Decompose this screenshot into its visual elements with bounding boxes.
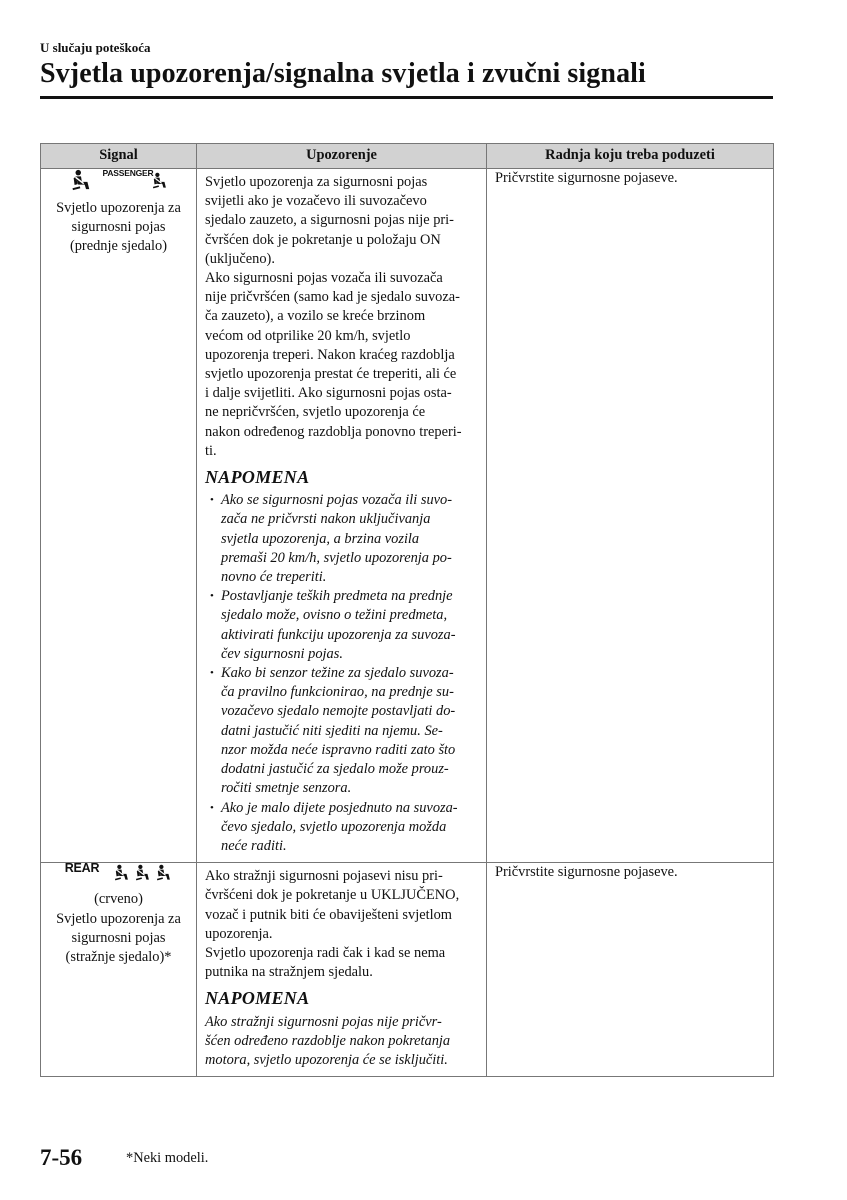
text-line: svijetli ako je vozačevo ili suvozačevo — [205, 193, 427, 210]
list-item — [205, 664, 478, 798]
text-line: nakon određenog razdoblja ponovno treperi- — [205, 423, 462, 440]
rear-right-seatbelt-icon — [155, 864, 172, 881]
note-line: Kako bi senzor težine za sjedalo suvoza- — [221, 665, 454, 682]
table-row — [41, 169, 774, 863]
action-cell: Pričvrstite sigurnosne pojaseve. — [487, 169, 774, 863]
list-item — [205, 491, 478, 587]
text-line: (uključeno). — [205, 250, 275, 267]
signal-line: sigurnosni pojas — [71, 219, 166, 236]
text-line: čvršćeni dok je pokretanje u UKLJUČENO, — [205, 887, 460, 904]
note-line: ročiti smetnje senzora. — [221, 780, 352, 797]
rear-center-seatbelt-icon — [134, 864, 151, 881]
passenger-label: PASSENGER — [102, 168, 154, 179]
page-number: 7-56 — [40, 1145, 83, 1170]
warning-cell — [197, 863, 487, 1077]
page-title: Svjetla upozorenja/signalna svjetla i zvučni signali — [40, 58, 646, 89]
signal-description — [47, 199, 190, 257]
warning-lights-table — [40, 143, 774, 1077]
note-line: šćen određeno razdoblje nakon pokretanja — [205, 1032, 451, 1049]
rear-left-seatbelt-icon — [113, 864, 130, 881]
signal-line: (prednje sjedalo) — [69, 238, 168, 255]
warning-text — [205, 173, 478, 461]
note-heading: NAPOMENA — [205, 988, 310, 1009]
note-text — [205, 1013, 478, 1071]
seatbelt-warning-icon — [69, 169, 93, 191]
note-line: ča pravilno funkcionirao, na prednje su- — [221, 684, 454, 701]
warning-cell — [197, 169, 487, 863]
note-line: neće raditi. — [221, 837, 287, 854]
note-line: vozačevo sjedalo nemojte postavljati do- — [221, 703, 456, 720]
column-header-signal: Signal — [41, 144, 197, 169]
note-list — [205, 491, 478, 856]
warning-text — [205, 867, 478, 982]
text-line: Ako sigurnosni pojas vozača ili suvozača — [205, 270, 443, 287]
text-line: ča zauzeto), a vozilo se kreće brzinom — [205, 308, 426, 325]
list-item — [205, 587, 478, 664]
text-line: većom od otprilike 20 km/h, svjetlo — [205, 327, 411, 344]
list-item — [205, 799, 478, 857]
text-line: svjetlo upozorenja prestat će treperiti, ali će — [205, 366, 457, 383]
title-divider — [40, 96, 773, 99]
column-header-action: Radnja koju treba poduzeti — [487, 144, 774, 169]
text-line: upozorenja treperi. Nakon kraćeg razdoblja — [205, 346, 455, 363]
signal-line: sigurnosni pojas — [71, 929, 166, 946]
text-line: Svjetlo upozorenja radi čak i kad se nema — [205, 944, 446, 961]
front-seatbelt-indicator — [47, 169, 190, 191]
column-header-warning: Upozorenje — [197, 144, 487, 169]
note-line: dodatni jastučić za sjedalo može prouz- — [221, 761, 449, 778]
note-line: Ako stražnji sigurnosni pojas nije pričvr- — [205, 1013, 442, 1030]
note-heading: NAPOMENA — [205, 467, 310, 488]
note-line: čev sigurnosni pojas. — [221, 645, 343, 662]
signal-line: (crveno) — [94, 891, 143, 908]
signal-line: (stražnje sjedalo)* — [65, 948, 172, 965]
text-line: Ako stražnji sigurnosni pojasevi nisu pri- — [205, 868, 443, 885]
note-line: sjedalo može, ovisno o težini predmeta, — [221, 607, 448, 624]
rear-seatbelt-indicator — [47, 863, 190, 882]
signal-cell — [41, 169, 197, 863]
note-line: datni jastučić niti sjediti na njemu. Se- — [221, 722, 443, 739]
note-line: motora, svjetlo upozorenja će se isključiti. — [205, 1051, 448, 1068]
signal-cell — [41, 863, 197, 1077]
note-line: Ako je malo dijete posjednuto na suvoza- — [221, 799, 458, 816]
footnote: *Neki modeli. — [126, 1150, 209, 1166]
note-line: novno će treperiti. — [221, 569, 327, 586]
note-line: Ako se sigurnosni pojas vozača ili suvo- — [221, 492, 453, 509]
text-line: ti. — [205, 442, 217, 459]
text-line: putnika na stražnjem sjedalu. — [205, 964, 373, 981]
signal-line: Svjetlo upozorenja za — [56, 200, 181, 216]
text-line: nije pričvršćen (samo kad je sjedalo suvoza- — [205, 289, 460, 306]
text-line: čvršćen dok je pokretanje u položaju ON — [205, 231, 441, 248]
section-label: U slučaju poteškoća — [40, 40, 151, 55]
text-line: upozorenja. — [205, 925, 273, 942]
text-line: i dalje svijetliti. Ako sigurnosni pojas osta- — [205, 385, 452, 402]
text-line: vozač i putnik biti će obavije​šteni svjetlom — [205, 906, 452, 923]
table-row — [41, 863, 774, 1077]
note-line: čevo sjedalo, svjetlo upozorenja možda — [221, 818, 447, 835]
rear-label: REAR — [64, 861, 100, 876]
note-line: zača ne pričvrsti nakon uključivanja — [221, 511, 431, 528]
signal-line: Svjetlo upozorenja za — [56, 910, 181, 927]
action-cell: Pričvrstite sigurnosne pojaseve. — [487, 863, 774, 1077]
text-line: ne nepričvršćen, svjetlo upozorenja će — [205, 404, 426, 421]
passenger-seatbelt-icon — [151, 172, 168, 189]
text-line: sjedalo zauzeto, a sigurnosni pojas nije pri- — [205, 212, 454, 229]
note-line: nzor možda neće ispravno raditi zato što — [221, 741, 456, 758]
note-line: premaši 20 km/h, svjetlo upozorenja po- — [221, 549, 452, 566]
note-line: svjetla upozorenja, a brzina vozila — [221, 530, 420, 547]
note-line: aktivirati funkciju upozorenja za suvoza- — [221, 626, 456, 643]
note-line: Postavljanje teških predmeta na prednje — [221, 588, 453, 605]
signal-description — [47, 890, 190, 967]
text-line: Svjetlo upozorenja za sigurnosni pojas — [205, 174, 428, 190]
